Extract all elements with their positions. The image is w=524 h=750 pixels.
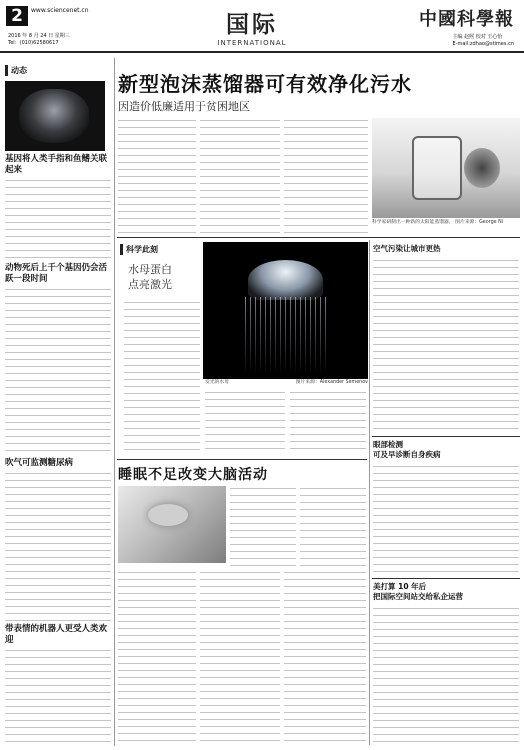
science-title[interactable] [128, 262, 172, 292]
sidebar-tag: 动态 [5, 65, 27, 76]
science-title-line: 点亮激光 [128, 278, 172, 291]
sleep-column [118, 570, 196, 744]
science-caption-text: 发光的水母 [205, 380, 229, 385]
right-story-text [373, 258, 519, 434]
sleep-column [230, 486, 296, 566]
sidebar-story-title[interactable]: 基因将人类手指和鱼鳍关联起来 [5, 154, 108, 175]
photo-credit: 图片来源：George Ni [455, 220, 504, 225]
section-heading [196, 2, 308, 50]
article-column [284, 118, 368, 234]
right-story-text [373, 606, 519, 744]
masthead-rule [0, 51, 524, 53]
sidebar-story-title[interactable]: 动物死后上千个基因仍会活跃一段时间 [5, 263, 108, 284]
editor-email[interactable]: E-mail:zdhao@stimes.cn [452, 41, 514, 47]
issue-info [8, 33, 70, 47]
photo-caption-text: 科学家研制出一种新的太阳能蒸馏器。 [372, 220, 454, 225]
sleep-column [300, 486, 366, 566]
editor-names: 主编 赵熙 校对 王心怡 [452, 34, 503, 40]
column-divider [114, 58, 115, 746]
sleep-column [200, 570, 280, 744]
right-story-title[interactable]: 空气污染让城市更热 [373, 244, 441, 253]
science-column [290, 390, 366, 452]
sleeping-person-photo [118, 486, 226, 563]
right-story-text [373, 464, 519, 576]
website-url[interactable]: www.sciencenet.cn [31, 7, 89, 14]
solar-still-photo [372, 118, 520, 218]
main-subhead: 因造价低廉适用于贫困地区 [118, 100, 250, 113]
issue-date: 2016 年 8 月 24 日 星期三 [8, 33, 70, 39]
issue-phone: Tel：(010)62580617 [8, 40, 59, 46]
right-story-title[interactable]: 美打算 10 年后 把国际空间站交给私企运营 [373, 582, 463, 601]
hand-xray-photo [5, 81, 105, 151]
section-title-en: INTERNATIONAL [217, 39, 287, 47]
science-column [205, 390, 285, 452]
column-divider [369, 240, 370, 745]
sleep-headline[interactable]: 睡眠不足改变大脑活动 [118, 467, 268, 483]
science-photo-credit: 图片来源：Alexander Semenov [295, 380, 368, 385]
section-rule [117, 237, 520, 238]
science-column [124, 300, 200, 450]
editor-info [453, 34, 514, 48]
jellyfish-photo [203, 242, 368, 379]
right-story-title[interactable]: 眼部检测 可及早诊断自身疾病 [373, 440, 441, 459]
sidebar-story-text [5, 287, 111, 455]
section-rule [372, 578, 520, 579]
sidebar-story-title[interactable]: 带表情的机器人更受人类欢迎 [5, 624, 108, 645]
newspaper-logo: 中國科學報 [419, 9, 514, 30]
section-rule [372, 436, 520, 437]
sleep-column [284, 570, 366, 744]
sidebar-story-text [5, 471, 111, 621]
news-sidebar [5, 58, 111, 746]
main-headline[interactable]: 新型泡沫蒸馏器可有效净化污水 [118, 72, 412, 96]
photo-caption [372, 220, 520, 227]
science-photo-caption [205, 380, 368, 387]
science-title-line: 水母蛋白 [128, 263, 172, 276]
section-title-zh: 国际 [226, 12, 278, 38]
article-column [200, 118, 280, 234]
article-column [118, 118, 196, 234]
sidebar-story-text [5, 178, 111, 260]
section-rule [117, 459, 367, 460]
sidebar-story-text [5, 648, 111, 746]
science-tag: 科学此刻 [120, 244, 158, 255]
sidebar-story-title[interactable]: 吹气可监测糖尿病 [5, 458, 74, 468]
masthead [0, 0, 524, 52]
page-number: 2 [6, 6, 28, 26]
